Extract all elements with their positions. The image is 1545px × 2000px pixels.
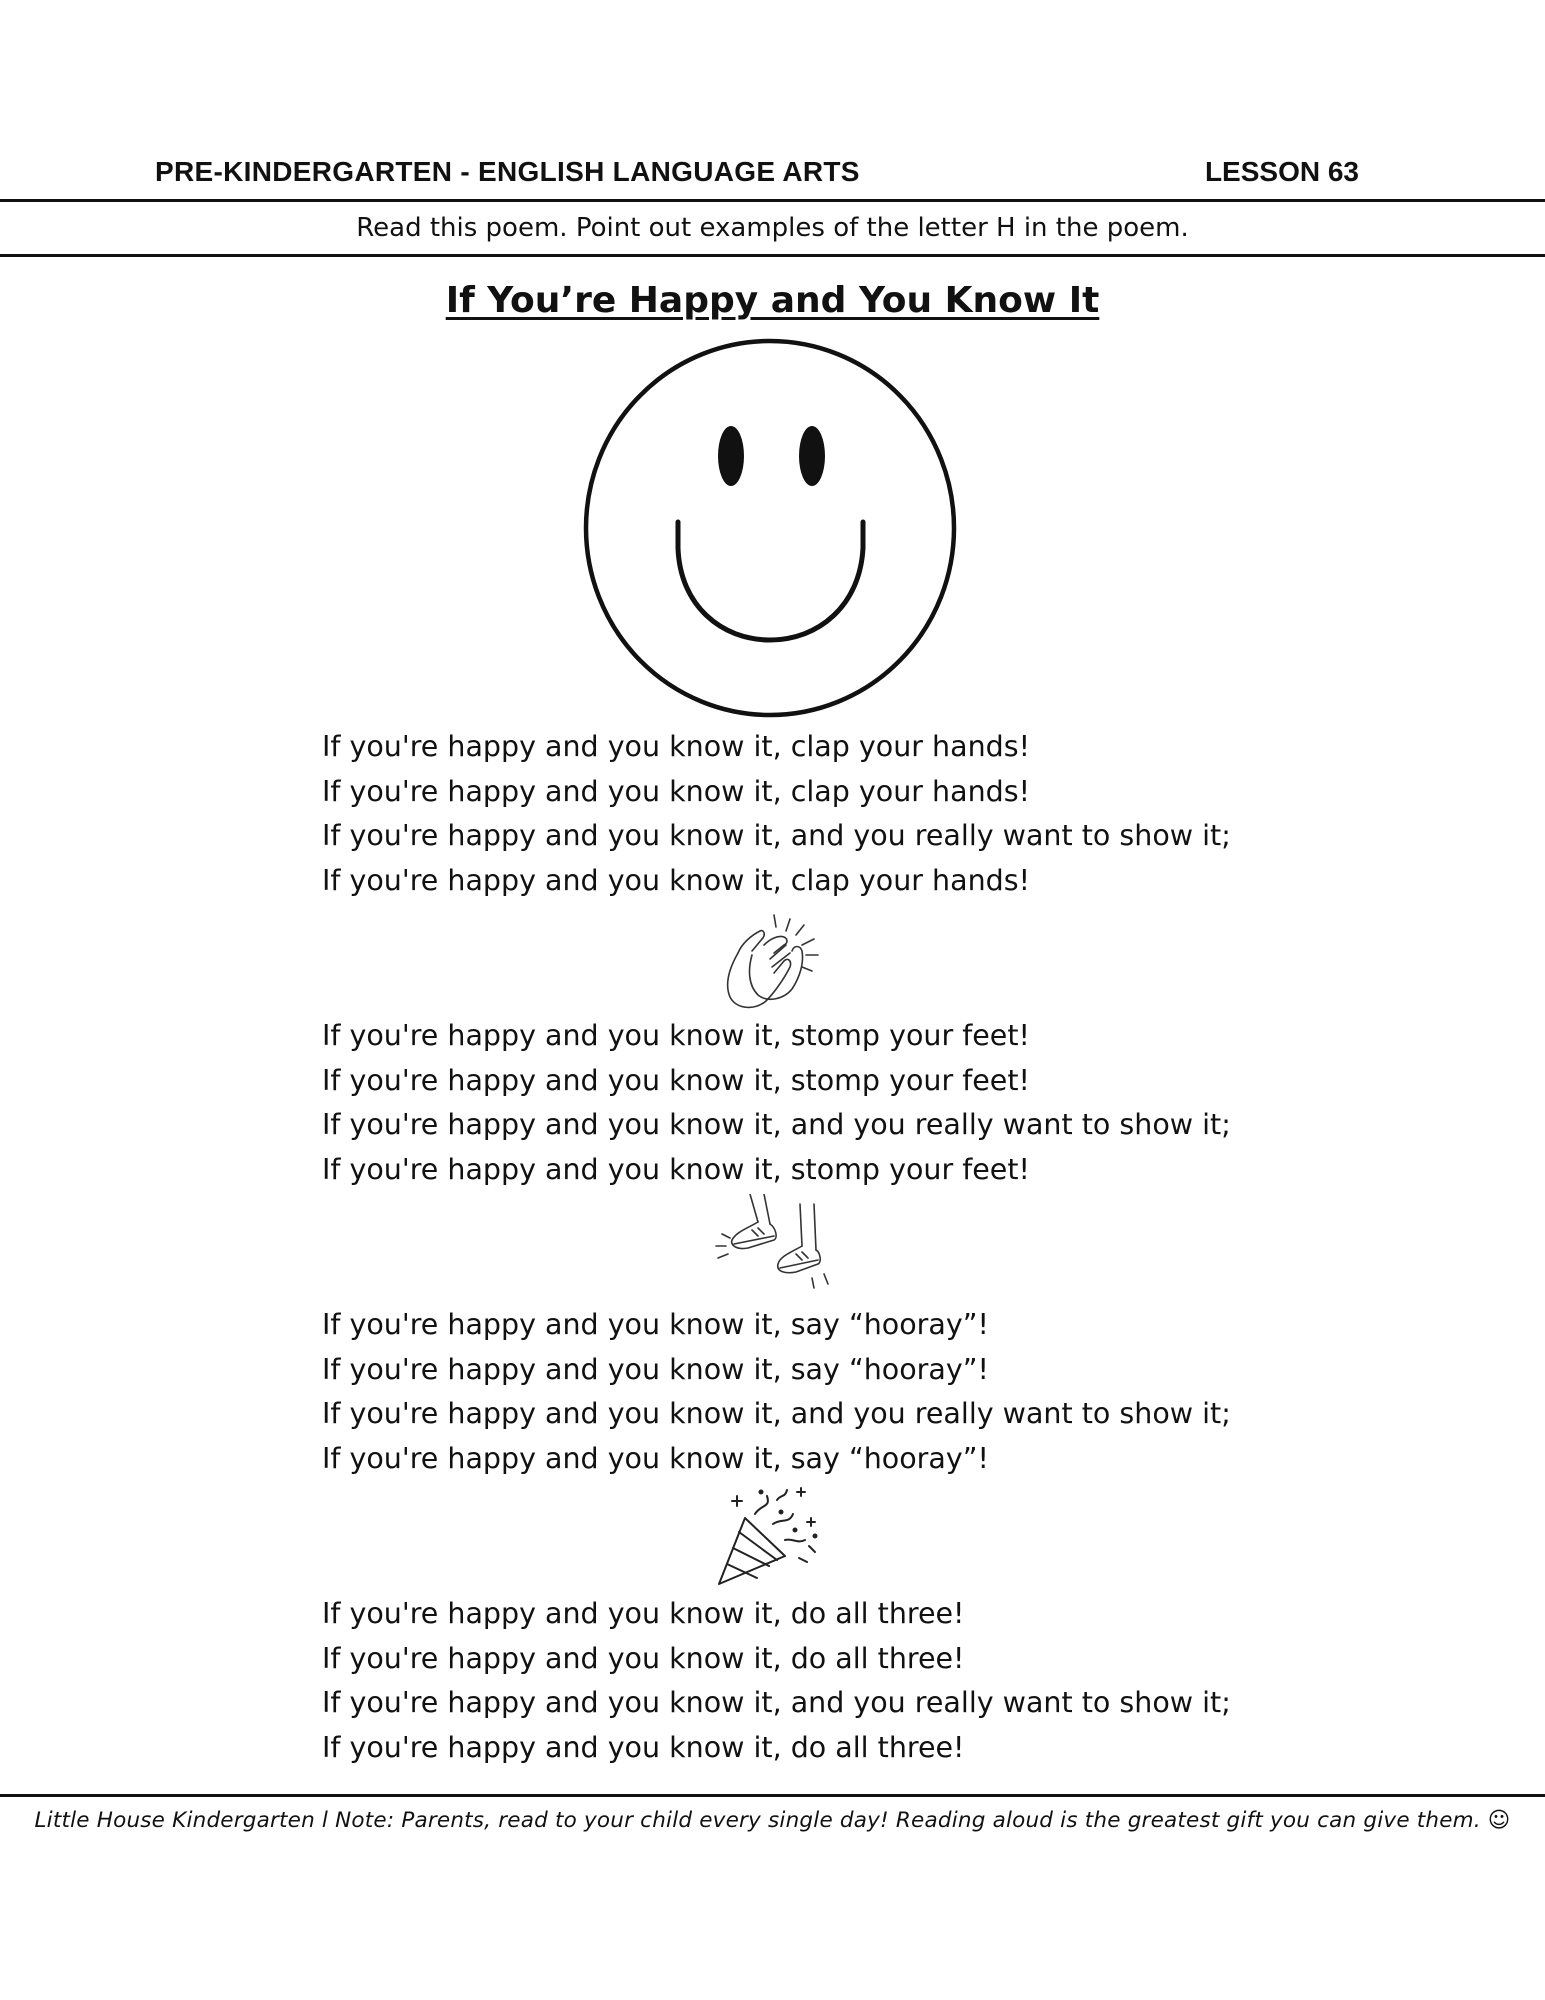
header-divider (0, 199, 1545, 202)
subject-heading: PRE-KINDERGARTEN - ENGLISH LANGUAGE ARTS (155, 156, 860, 187)
poem-line: If you're happy and you know it, and you really want to show it; (322, 1686, 1231, 1720)
clapping-hands-icon (708, 905, 832, 1013)
poem-line: If you're happy and you know it, clap your hands! (322, 864, 1031, 898)
smiley-face-icon (582, 338, 958, 718)
stanza-all-three (322, 1592, 1231, 1771)
poem-line: If you're happy and you know it, clap your hands! (322, 774, 1031, 808)
poem-title: If You’re Happy and You Know It (445, 280, 1100, 321)
poem-line: If you're happy and you know it, clap your hands! (322, 730, 1031, 763)
stanza-hooray (322, 1303, 1231, 1482)
lesson-number: LESSON 63 (1204, 156, 1359, 187)
footer-divider (0, 1794, 1545, 1797)
poem-line: If you're happy and you know it, stomp your feet! (322, 1063, 1030, 1097)
poem-line: If you're happy and you know it, and you really want to show it; (322, 1108, 1231, 1142)
poem-line: If you're happy and you know it, stomp your feet! (322, 1019, 1030, 1052)
footer-note: Little House Kindergarten l Note: Parents, read to your child every single day! Reading aloud is the greatest gift you can give them. ☺ (34, 1808, 1511, 1833)
party-popper-icon (715, 1484, 827, 1588)
poem-line: If you're happy and you know it, and you really want to show it; (322, 1397, 1231, 1431)
page-header (0, 150, 1545, 190)
stanza-stomp (322, 1014, 1231, 1193)
stomping-feet-icon (708, 1194, 832, 1302)
poem-line: If you're happy and you know it, do all three! (322, 1731, 965, 1765)
stanza-clap (322, 725, 1231, 904)
poem-line: If you're happy and you know it, say “hooray”! (322, 1308, 989, 1341)
poem-line: If you're happy and you know it, stomp your feet! (322, 1153, 1030, 1187)
instruction-text: Read this poem. Point out examples of the letter H in the poem. (356, 213, 1189, 243)
poem-line: If you're happy and you know it, and you really want to show it; (322, 819, 1231, 853)
poem-line: If you're happy and you know it, do all three! (322, 1641, 965, 1675)
instruction-divider (0, 254, 1545, 257)
poem-line: If you're happy and you know it, say “hooray”! (322, 1442, 989, 1476)
poem-line: If you're happy and you know it, say “hooray”! (322, 1352, 989, 1386)
poem-line: If you're happy and you know it, do all three! (322, 1597, 965, 1630)
